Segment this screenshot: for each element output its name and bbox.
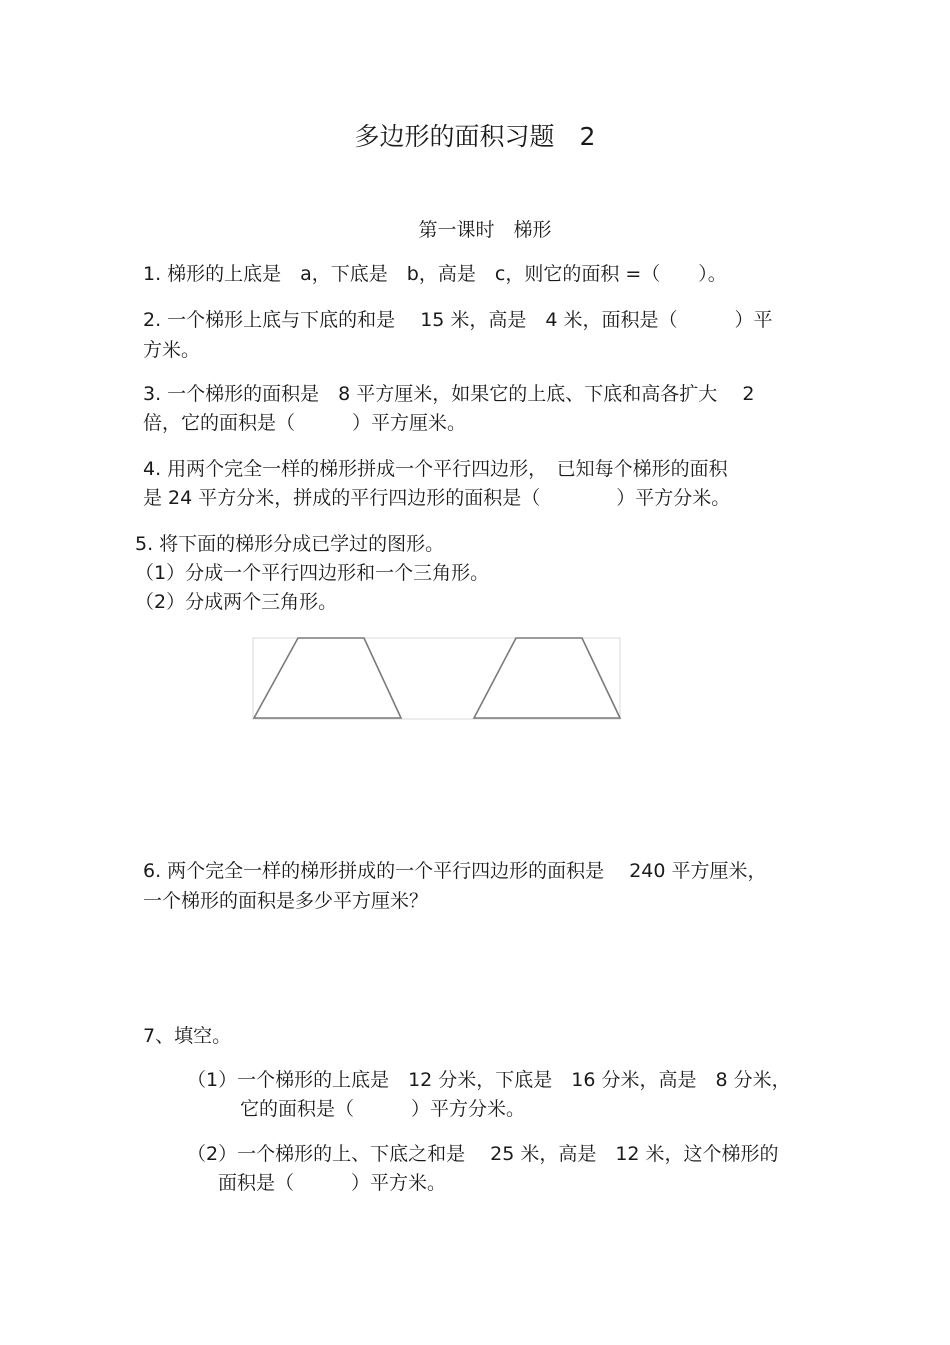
lesson-subtitle: 第一课时 梯形 xyxy=(418,219,552,241)
question-6-line-1: 6. 两个完全一样的梯形拼成的一个平行四边形的面积是 240 平方厘米， xyxy=(143,860,767,882)
question-5-part-2: （2）分成两个三角形。 xyxy=(135,591,338,613)
question-7-part-1-line-1: （1）一个梯形的上底是 12 分米，下底是 16 分米，高是 8 分米， xyxy=(187,1069,791,1091)
trapezoid-2 xyxy=(474,638,620,718)
question-5-part-1: （1）分成一个平行四边形和一个三角形。 xyxy=(135,562,490,584)
trapezoid-figures xyxy=(250,634,625,724)
question-2-line-1: 2. 一个梯形上底与下底的和是 15 米，高是 4 米，面积是（ ）平 xyxy=(143,309,773,331)
worksheet-title: 多边形的面积习题 2 xyxy=(354,122,596,151)
question-2-line-2: 方米。 xyxy=(143,339,201,361)
question-4-line-1: 4. 用两个完全一样的梯形拼成一个平行四边形， 已知每个梯形的面积 xyxy=(143,458,728,480)
question-7-part-2-line-1: （2）一个梯形的上、下底之和是 25 米，高是 12 米，这个梯形的 xyxy=(187,1143,779,1165)
question-5-line-1: 5. 将下面的梯形分成已学过的图形。 xyxy=(135,533,445,555)
question-7-heading: 7、填空。 xyxy=(143,1025,232,1047)
question-4-line-2: 是 24 平方分米，拼成的平行四边形的面积是（ ）平方分米。 xyxy=(143,487,731,509)
question-1: 1. 梯形的上底是 a，下底是 b，高是 c，则它的面积 =（ ）。 xyxy=(143,263,727,285)
question-6-line-2: 一个梯形的面积是多少平方厘米？ xyxy=(143,890,429,912)
trapezoid-1 xyxy=(254,638,401,718)
question-7-part-1-line-2: 它的面积是（ ）平方分米。 xyxy=(240,1098,526,1120)
question-3-line-2: 倍，它的面积是（ ）平方厘米。 xyxy=(143,412,467,434)
question-7-part-2-line-2: 面积是（ ）平方米。 xyxy=(218,1172,447,1194)
question-3-line-1: 3. 一个梯形的面积是 8 平方厘米，如果它的上底、下底和高各扩大 2 xyxy=(143,383,755,405)
figure-frame xyxy=(253,638,620,719)
